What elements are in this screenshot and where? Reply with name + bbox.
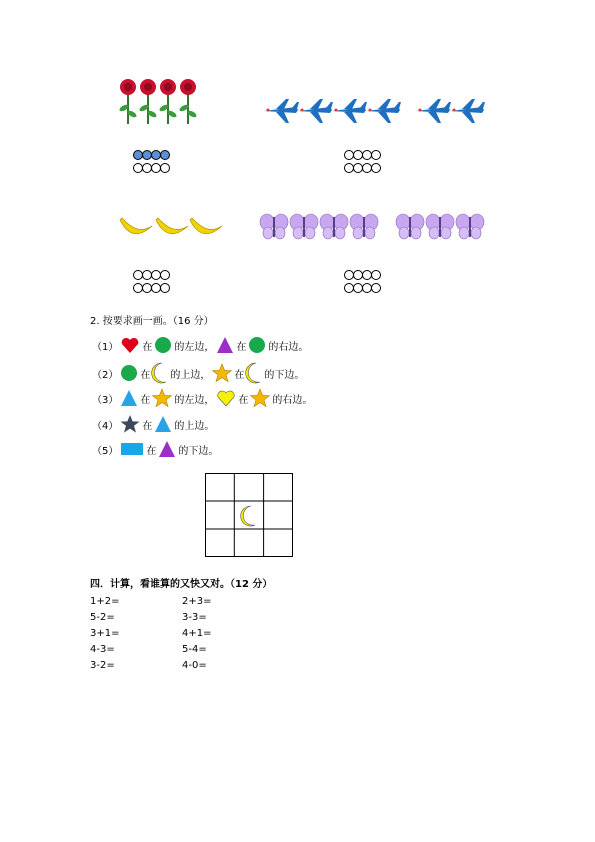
q2-line-2: （2） 在 的上边， 在 的下边。: [92, 362, 306, 384]
bananas-icon: [118, 214, 224, 242]
moon-icon: [246, 362, 262, 384]
purple-triangle-icon: [216, 336, 234, 354]
oval-group-butterfly[interactable]: [344, 270, 380, 293]
section4-title: 四．计算，看谁算的又快又对。（12 分）: [90, 579, 273, 590]
green-circle-icon: [248, 336, 266, 354]
drawing-grid[interactable]: [205, 473, 293, 557]
planes-icon: [262, 97, 484, 125]
roses-group: [118, 78, 200, 126]
q2-line-3: （3） 在 的左边， 在 的右边。: [92, 388, 314, 408]
green-circle-icon: [120, 364, 138, 382]
q2-line-1: （1） 在 的左边， 在 的右边。: [92, 336, 310, 354]
bananas-group: [118, 214, 224, 242]
calc-item[interactable]: 5-2=: [90, 612, 115, 623]
calc-col-1: [90, 596, 119, 676]
calc-item[interactable]: 4-0=: [182, 660, 207, 671]
calc-col-2: [182, 596, 211, 676]
q2-line-4: （4） 在 的上边。: [92, 414, 216, 434]
line-prefix: （1）: [92, 341, 119, 353]
calc-item[interactable]: 3+1=: [90, 628, 120, 639]
calc-item[interactable]: 4-3=: [90, 644, 115, 655]
question2-title: 2. 按要求画一画。（16 分）: [90, 316, 214, 327]
heart-icon: [120, 336, 140, 354]
yellow-heart-icon: [216, 389, 236, 407]
blue-triangle-icon: [120, 389, 138, 407]
green-circle-icon: [154, 336, 172, 354]
butterflies-group: [260, 213, 486, 241]
moon-icon: [241, 506, 255, 526]
planes-group: [262, 97, 484, 125]
butterflies-icon: [260, 213, 486, 241]
calc-item[interactable]: 5-4=: [182, 644, 207, 655]
oval-group-plane[interactable]: [344, 150, 380, 173]
oval-group-banana[interactable]: [133, 270, 169, 293]
calc-item[interactable]: 1+2=: [90, 596, 120, 607]
gold-star-icon: [152, 388, 172, 408]
q2-line-5: （5） 在 的下边。: [92, 440, 220, 458]
calc-item[interactable]: 3-2=: [90, 660, 115, 671]
calc-item[interactable]: 2+3=: [182, 596, 212, 607]
oval-group-rose: [133, 150, 169, 173]
grid-lines: [205, 473, 293, 557]
calc-item[interactable]: 3-3=: [182, 612, 207, 623]
dark-star-icon: [120, 414, 140, 434]
gold-star-icon: [250, 388, 270, 408]
calc-item[interactable]: 4+1=: [182, 628, 212, 639]
roses-icon: [118, 78, 200, 126]
moon-icon: [152, 362, 168, 384]
gold-star-icon: [212, 363, 232, 383]
blue-rectangle-icon: [120, 442, 144, 456]
purple-triangle-icon: [158, 440, 176, 458]
blue-triangle-icon: [154, 415, 172, 433]
